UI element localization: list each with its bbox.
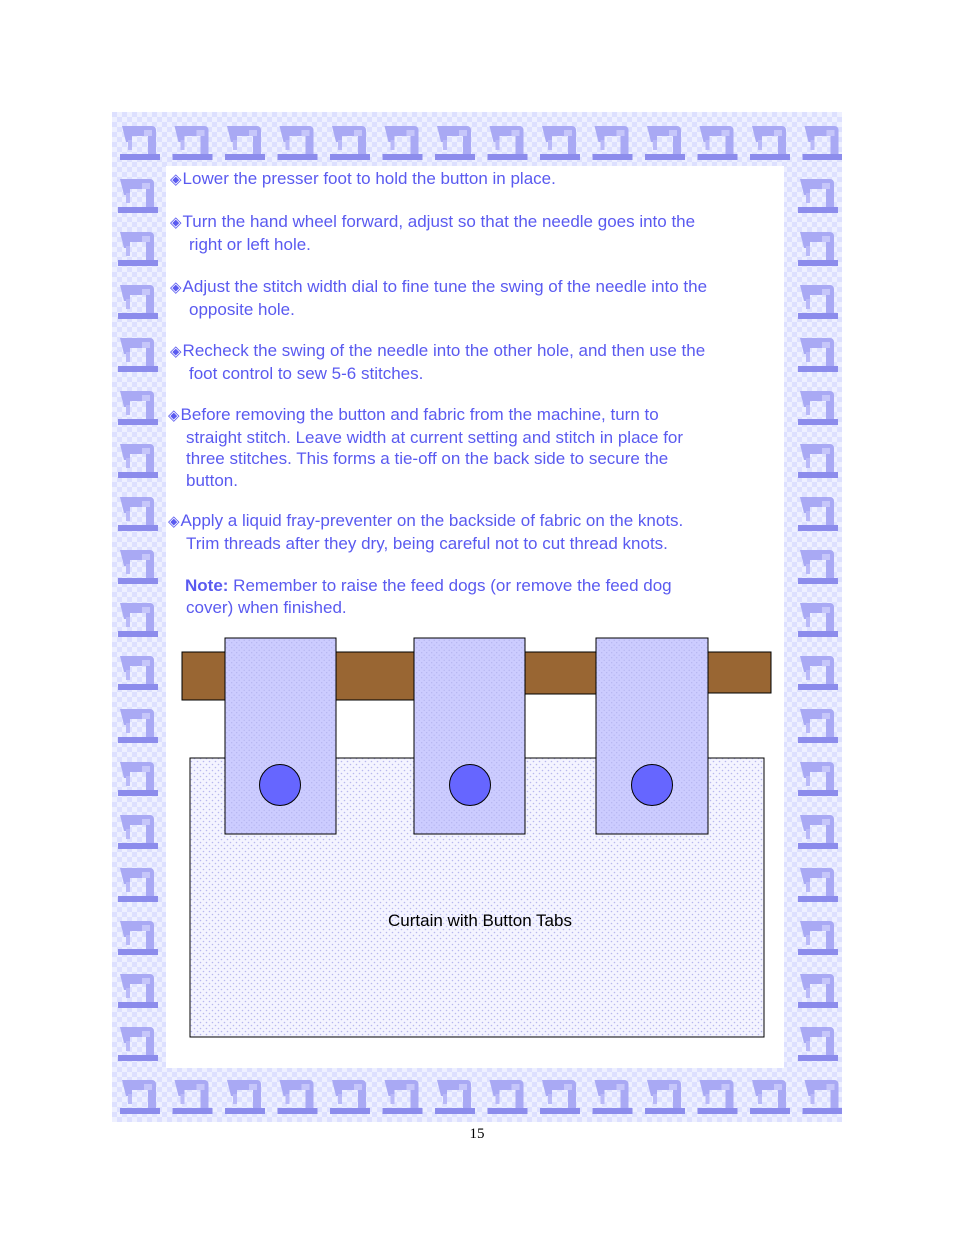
step-recheck-swing: ◈Recheck the swing of the needle into the other hole, and then use the foot control to sew 5-6 stitches. xyxy=(170,341,706,383)
step-lower-presser-foot: ◈Lower the presser foot to hold the button in place. xyxy=(170,169,556,188)
curtain-rod-segment xyxy=(182,652,225,700)
step-adjust-stitch-width: ◈Adjust the stitch width dial to fine tune the swing of the needle into the opposite hole. xyxy=(170,277,708,319)
note: Note: Remember to raise the feed dogs (or remove the feed dog cover) when finished. xyxy=(185,576,672,617)
tab-button xyxy=(450,765,491,806)
step-before-removing: ◈Before removing the button and fabric from the machine, turn to straight stitch. Leave width at current setting and stitch in place for three stitches. This forms a tie-off on the back side to secure the button. xyxy=(168,405,684,490)
diamond-bullet-icon: ◈ xyxy=(170,343,182,360)
diamond-bullet-icon: ◈ xyxy=(168,513,180,530)
tab-button xyxy=(260,765,301,806)
diamond-bullet-icon: ◈ xyxy=(168,407,180,424)
curtain-rod-segment xyxy=(708,652,771,693)
curtain-rod-segment xyxy=(525,652,596,694)
tab-button xyxy=(632,765,673,806)
note-label: Note: xyxy=(185,576,229,595)
curtain-rod-segment xyxy=(336,652,414,700)
diamond-bullet-icon: ◈ xyxy=(170,279,182,296)
illustration-caption: Curtain with Button Tabs xyxy=(388,911,572,930)
curtain-illustration xyxy=(178,634,778,1044)
step-turn-hand-wheel: ◈Turn the hand wheel forward, adjust so that the needle goes into the right or left hole. xyxy=(170,212,696,254)
page-number: 15 xyxy=(469,1126,485,1142)
diamond-bullet-icon: ◈ xyxy=(170,171,182,188)
diamond-bullet-icon: ◈ xyxy=(170,214,182,231)
step-apply-fray-preventer: ◈Apply a liquid fray-preventer on the backside of fabric on the knots. Trim threads after they dry, being careful not to cut thread knots. xyxy=(168,511,684,553)
